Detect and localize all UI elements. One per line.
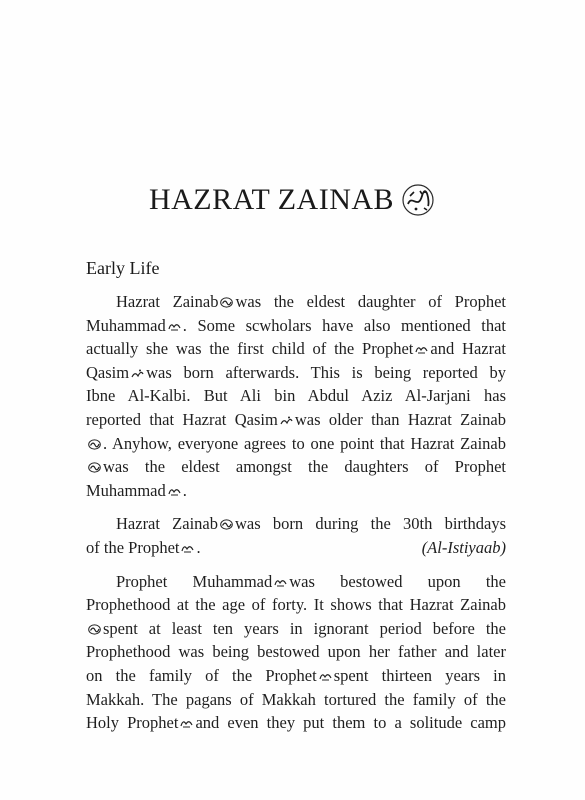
text-line (86, 314, 506, 338)
text-line (86, 432, 506, 456)
text-line: Makkah. The pagans of Makkah tortured the family of the (86, 689, 506, 709)
text-span: . Some scwholars have also mentioned that (182, 315, 506, 335)
text-span: and even they put them to a solitude camp (195, 713, 506, 733)
text-span: was the eldest amongst the daughters of Prophet (103, 457, 506, 477)
text-span (86, 536, 201, 560)
sallallahu-alaihi-wasallam-icon (319, 671, 332, 682)
radiallahu-anha-icon (88, 624, 101, 635)
text-span: . Anyhow, everyone agrees to one point that Hazrat Zainab (103, 433, 506, 453)
radiallahu-anha-calligraphy-icon (400, 182, 436, 218)
text-span: . (182, 480, 187, 500)
chapter-title-text: HAZRAT ZAINAB (148, 183, 395, 217)
text-span: on the family of the Prophet (86, 665, 317, 685)
text-span: Muhammad (86, 480, 166, 500)
text-line: Ibne Al-Kalbi. But Ali bin Abdul Aziz Al-Jarjani has (86, 386, 506, 406)
text-span: was bestowed upon the (289, 571, 506, 591)
text-span: was born during the 30th birthdays (235, 514, 506, 534)
text-line (86, 664, 506, 688)
radiallahu-anha-icon (220, 297, 233, 308)
text-span: Muhammad (86, 315, 166, 335)
text-line (86, 479, 506, 503)
text-span: and Hazrat (430, 339, 506, 359)
chapter-title (0, 178, 585, 220)
sallallahu-alaihi-wasallam-icon (415, 344, 428, 355)
text-line: Prophethood at the age of forty. It shows that Hazrat Zainab (86, 595, 506, 615)
text-span: spent thirteen years in (333, 665, 506, 685)
text-span: Holy Prophet (86, 713, 179, 733)
section-heading: Early Life (86, 258, 160, 278)
text-line (86, 290, 506, 314)
sallallahu-alaihi-wasallam-icon (168, 486, 181, 497)
text-line (86, 617, 506, 641)
radiallahu-anhu-icon (280, 415, 293, 426)
radiallahu-anha-icon (88, 439, 101, 450)
radiallahu-anha-icon (88, 462, 101, 473)
text-span: reported that Hazrat Qasim (86, 409, 278, 429)
text-span: was born afterwards. This is being reported by (146, 362, 506, 382)
text-span: actually she was the first child of the Prophet (86, 339, 414, 359)
text-line (86, 512, 506, 536)
text-span: Qasim (86, 362, 130, 382)
sallallahu-alaihi-wasallam-icon (274, 577, 287, 588)
text-line: Prophethood was being bestowed upon her father and later (86, 642, 506, 662)
text-span: spent at least ten years in ignorant period before the (103, 618, 506, 638)
text-line (86, 408, 506, 432)
text-line (86, 536, 506, 560)
sallallahu-alaihi-wasallam-icon (168, 321, 181, 332)
sallallahu-alaihi-wasallam-icon (181, 543, 194, 554)
sallallahu-alaihi-wasallam-icon (180, 718, 193, 729)
text-line (86, 455, 506, 479)
text-line (86, 711, 506, 735)
radiallahu-anha-icon (220, 519, 233, 530)
text-line (86, 570, 506, 594)
text-span: Prophet Muhammad (116, 571, 273, 591)
text-span: Hazrat Zainab (116, 514, 218, 534)
text-span: . (196, 537, 201, 557)
citation: (Al-Istiyaab) (421, 537, 506, 557)
text-line (86, 361, 506, 385)
text-span: was the eldest daughter of Prophet (235, 292, 506, 311)
paragraph-gap (86, 502, 506, 512)
text-span: of the Prophet (86, 537, 180, 557)
radiallahu-anhu-icon (131, 368, 144, 379)
text-span: was older than Hazrat Zainab (294, 409, 506, 429)
text-span: Hazrat Zainab (116, 292, 219, 311)
paragraph-gap (86, 560, 506, 570)
body-text (86, 290, 506, 735)
text-line (86, 337, 506, 361)
